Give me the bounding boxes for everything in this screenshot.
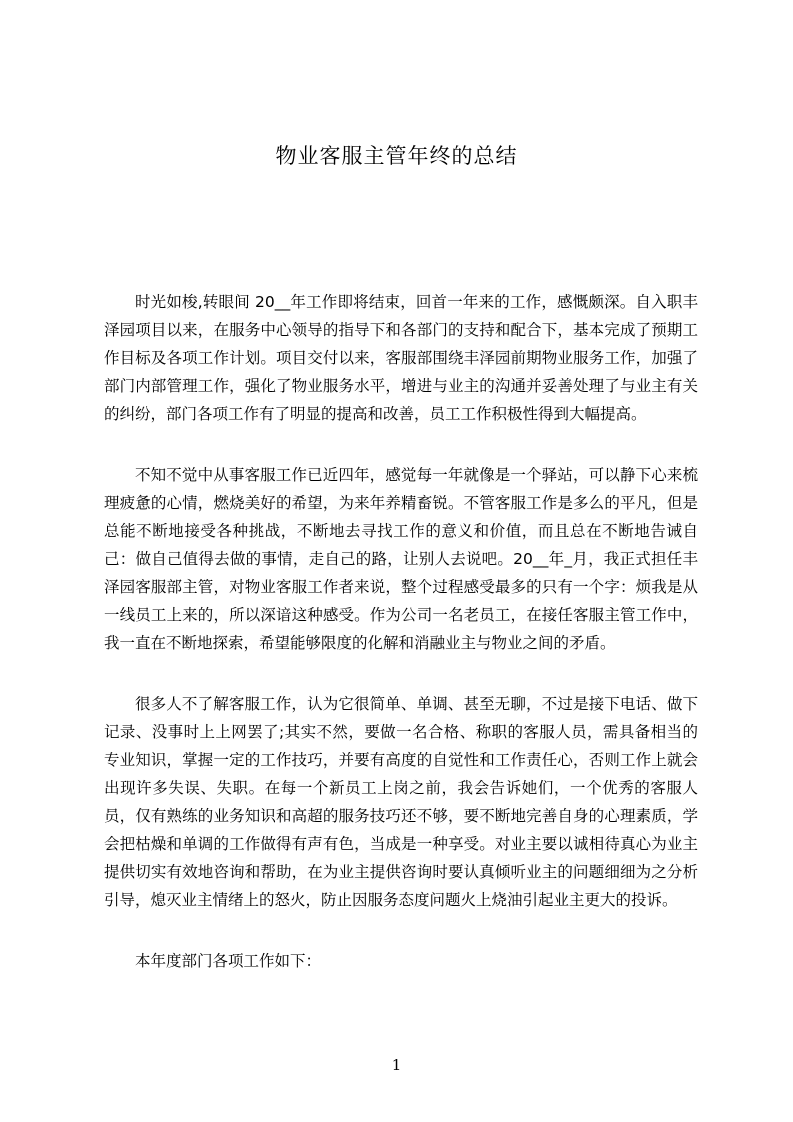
page-number: 1 — [391, 1056, 402, 1074]
paragraph-experience: 不知不觉中从事客服工作已近四年，感觉每一年就像是一个驿站，可以静下心来梳理疲惫的心情，燃烧美好的希望，为来年养精畜锐。不管客服工作是多么的平凡，但是总能不断地接受各种挑战，不断地去寻找工作的意义和价值，而且总在不断地告诫自己：做自己值得去做的事情，走自己的路，让别人去说吧。20__年_月，我正式担任丰泽园客服部主管，对物业客服工作者来说，整个过程感受最多的只有一个字：烦我是从一线员工上来的，所以深谙这种感受。作为公司一名老员工，在接任客服主管工作中，我一直在不断地探索，希望能够限度的化解和消融业主与物业之间的矛盾。 — [104, 466, 698, 652]
paragraph-work-list-intro: 本年度部门各项工作如下： — [135, 952, 322, 970]
document-title: 物业客服主管年终的总结 — [275, 144, 518, 168]
paragraph-intro: 时光如梭,转眼间 20__年工作即将结束，回首一年来的工作，感慨颇深。自入职丰泽园项目以来，在服务中心领导的指导下和各部门的支持和配合下，基本完成了预期工作目标及各项工作计划。项目交付以来，客服部围绕丰泽园前期物业服务工作，加强了部门内部管理工作，强化了物业服务水平，增进与业主的沟通并妥善处理了与业主有关的纠纷，部门各项工作有了明显的提高和改善，员工工作积极性得到大幅提高。 — [104, 293, 698, 423]
document-body — [104, 288, 698, 1008]
paragraph-customer-service: 很多人不了解客服工作，认为它很简单、单调、甚至无聊，不过是接下电话、做下记录、没事时上上网罢了;其实不然，要做一名合格、称职的客服人员，需具备相当的专业知识，掌握一定的工作技巧，并要有高度的自觉性和工作责任心，否则工作上就会出现许多失误、失职。在每一个新员工上岗之前，我会告诉她们，一个优秀的客服人员，仅有熟练的业务知识和高超的服务技巧还不够，要不断地完善自身的心理素质，学会把枯燥和单调的工作做得有声有色，当成是一种享受。对业主要以诚相待真心为业主提供切实有效地咨询和帮助，在为业主提供咨询时要认真倾听业主的问题细细为之分析引导，熄灭业主情绪上的怒火，防止因服务态度问题火上烧油引起业主更大的投诉。 — [104, 695, 698, 909]
